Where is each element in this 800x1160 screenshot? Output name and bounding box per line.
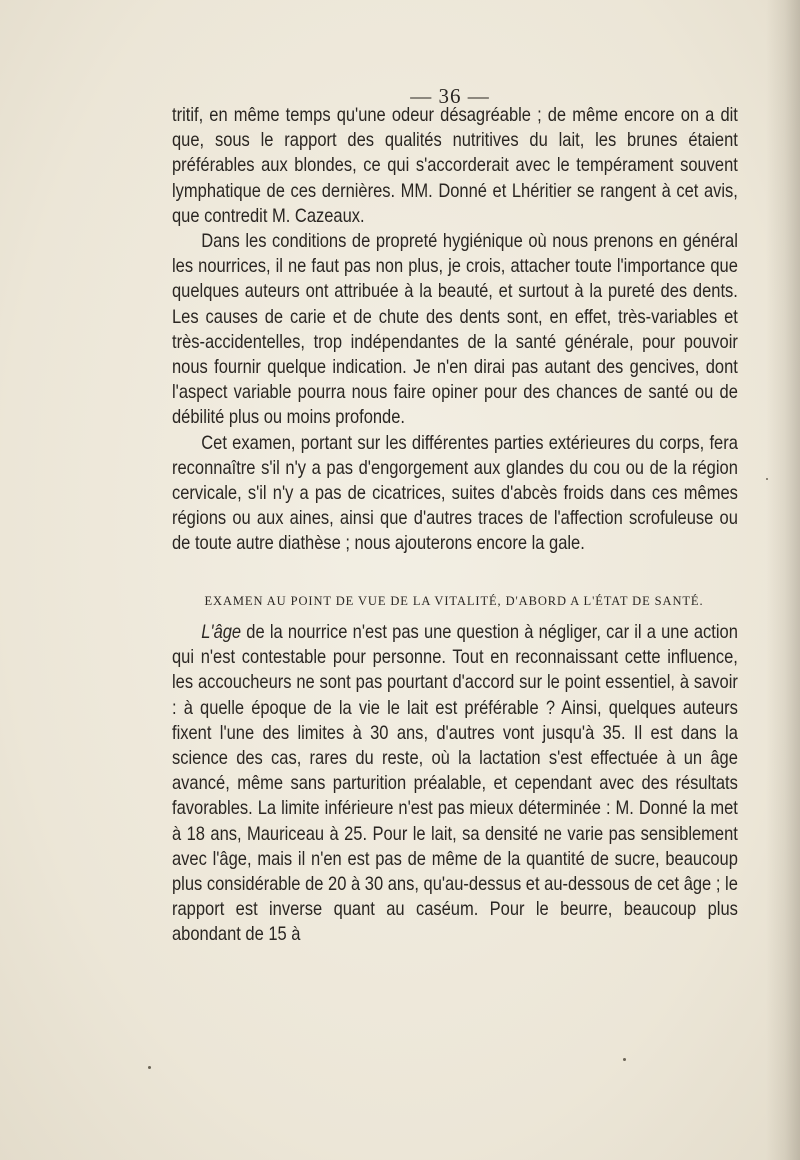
- paragraph: tritif, en même temps qu'une odeur désagréable ; de même encore on a dit que, sous le rapport des qualités nutritives du lait, les brunes étaient préférables aux blondes, ce qui s'accorderait avec le tempérament souvent lymphatique de ces dernières. MM. Donné et Lhéritier se rangent à cet avis, que contredit M. Cazeaux.: [172, 105, 738, 227]
- ink-speck: [148, 1066, 151, 1069]
- italic-term: L'âge: [201, 622, 242, 643]
- page-edge-shadow: [766, 0, 800, 1160]
- body-text-lower: [172, 620, 738, 948]
- body-text-upper: [172, 103, 738, 557]
- ink-speck: [766, 478, 768, 480]
- ink-speck: [623, 1058, 626, 1061]
- paragraph: [172, 620, 738, 948]
- paragraph: Dans les conditions de propreté hygiénique où nous prenons en général les nourrices, il ne faut pas non plus, je crois, attacher toute l'importance que quelques auteurs ont attribuée à la beauté, et surtout à la pureté des dents. Les causes de carie et de chute des dents sont, en effet, très-variables et très-accidentelles, trop indépendantes de la santé générale, pour pouvoir nous fournir quelque indication. Je n'en dirai pas autant des gencives, dont l'aspect variable pourra nous faire opiner pour des chances de santé ou de débilité plus ou moins profonde.: [172, 231, 738, 429]
- paragraph: Cet examen, portant sur les différentes parties extérieures du corps, fera reconnaître s'il n'y a pas d'engorgement aux glandes du cou ou de la région cervicale, s'il n'y a pas de cicatrices, suites d'abcès froids dans ces mêmes régions ou aux aines, ainsi que d'autres traces de l'affection scrofuleuse ou de toute autre diathèse ; nous ajouterons encore la gale.: [172, 432, 738, 555]
- section-heading: EXAMEN AU POINT DE VUE DE LA VITALITÉ, D'ABORD A L'ÉTAT DE SANTÉ.: [204, 594, 704, 608]
- paragraph-text: de la nourrice n'est pas une question à négliger, car il a une action qui n'est contestable pour personne. Tout en reconnaissant cette influence, les accoucheurs ne sont pas pourtant d'accord sur le point essentiel, à savoir : à quelle époque de la vie le lait est préférable ? Ainsi, quelques auteurs fixent l'une des limites à 30 ans, d'autres vont jusqu'à 35. Il est dans la science des cas, rares du reste, où la lactation s'est effectuée à un âge avancé, même sans parturition préalable, et cependant avec des résultats favorables. La limite inférieure n'est pas mieux déterminée : M. Donné la met à 18 ans, Mauriceau à 25. Pour le lait, sa densité ne varie pas sensiblement avec l'âge, mais il n'en est pas de même de la quantité de sucre, beaucoup plus considérable de 20 à 30 ans, qu'au-dessus et au-dessous de cet âge ; le rapport est inverse quant au caséum. Pour le beurre, beaucoup plus abondant de 15 à: [172, 622, 738, 946]
- page-number: — 36 —: [410, 84, 490, 108]
